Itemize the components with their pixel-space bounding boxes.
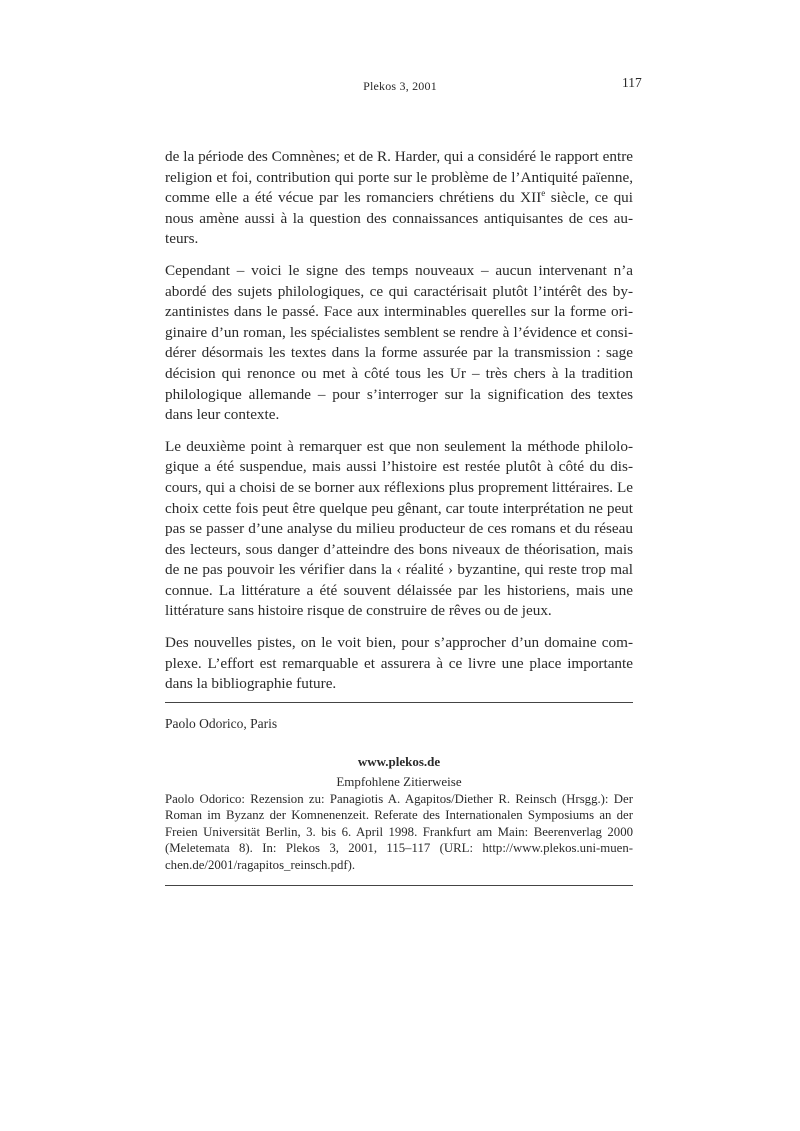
running-title: Plekos 3, 2001 [363, 79, 437, 93]
running-header [0, 75, 800, 95]
superscript: e [541, 188, 546, 199]
website-link[interactable]: www.plekos.de [357, 754, 441, 769]
citation-heading: Empfohlene Zitierweise [336, 774, 462, 789]
paragraph-text-continued: siècle, ce qui nous amène aussi à la question des connaissances antiquisantes de ces auteurs. [165, 189, 633, 248]
review-body [165, 147, 633, 706]
paragraph [165, 147, 633, 250]
reviewer-signature: Paolo Odorico, Paris [165, 716, 278, 731]
paragraph: Cependant – voici le signe des temps nouveaux – aucun intervenant n’a abordé des sujets philologiques, ce qui caractérisait plutôt l’intérêt des byzantinistes dans le passé. Face aux interminables querelles sur la forme originaire d’un roman, les spécialistes semblent se rendre à l’évidence et considérer désormais les textes dans la forme assurée par la transmission : sage décision qui renonce ou met à côté tous les Ur – très chers à la tradition philologique allemande – pour s’interroger sur la signification des textes dans leur contexte. [165, 261, 633, 424]
divider-top [165, 702, 633, 703]
page-number: 117 [622, 75, 642, 90]
citation-text: Paolo Odorico: Rezension zu: Panagiotis A. Agapitos/Diether R. Reinsch (Hrsgg.): Der Roman im Byzanz der Komnenenzeit. Referate des Internationalen Symposiums an der Freien Universität Berlin, 3. bis 6. April 1998. Frankfurt am Main: Beerenverlag 2000 (Meletemata 8). In: Plekos 3, 2001, 115–117 (URL: http://www.plekos.uni-muenchen.de/2001/ragapitos_reinsch.pdf). [165, 792, 633, 872]
paragraph: Le deuxième point à remarquer est que non seulement la méthode philologique a été suspendue, mais aussi l’histoire est restée plutôt à côté du discours, qui a choisi de se borner aux réflexions plus proprement littéraires. Le choix cette fois peut être quelque peu gênant, car toute interprétation ne peut pas se passer d’une analyse du milieu producteur de ces romans et du réseau des lecteurs, sous danger d’atteindre des bons niveaux de théorisation, mais de ne pas pouvoir les vérifier dans la ‹ réalité › byzantine, qui reste trop mal connue. La littérature a été souvent délaissée par les historiens, mais une littérature sans histoire risque de construire de rêves ou de jeux. [165, 437, 633, 620]
paragraph: Des nouvelles pistes, on le voit bien, pour s’approcher d’un domaine complexe. L’effort est remarquable et assurera à ce livre une place importante dans la bibliographie future. [165, 634, 633, 693]
divider-bottom [165, 885, 633, 886]
paragraph-text: de la période des Comnènes; et de R. Harder, qui a considéré le rapport entre religion et foi, contribution qui porte sur le problème de l’Antiquité païenne, comme elle a été vécue par les romanciers chrétiens du XII [165, 148, 633, 207]
